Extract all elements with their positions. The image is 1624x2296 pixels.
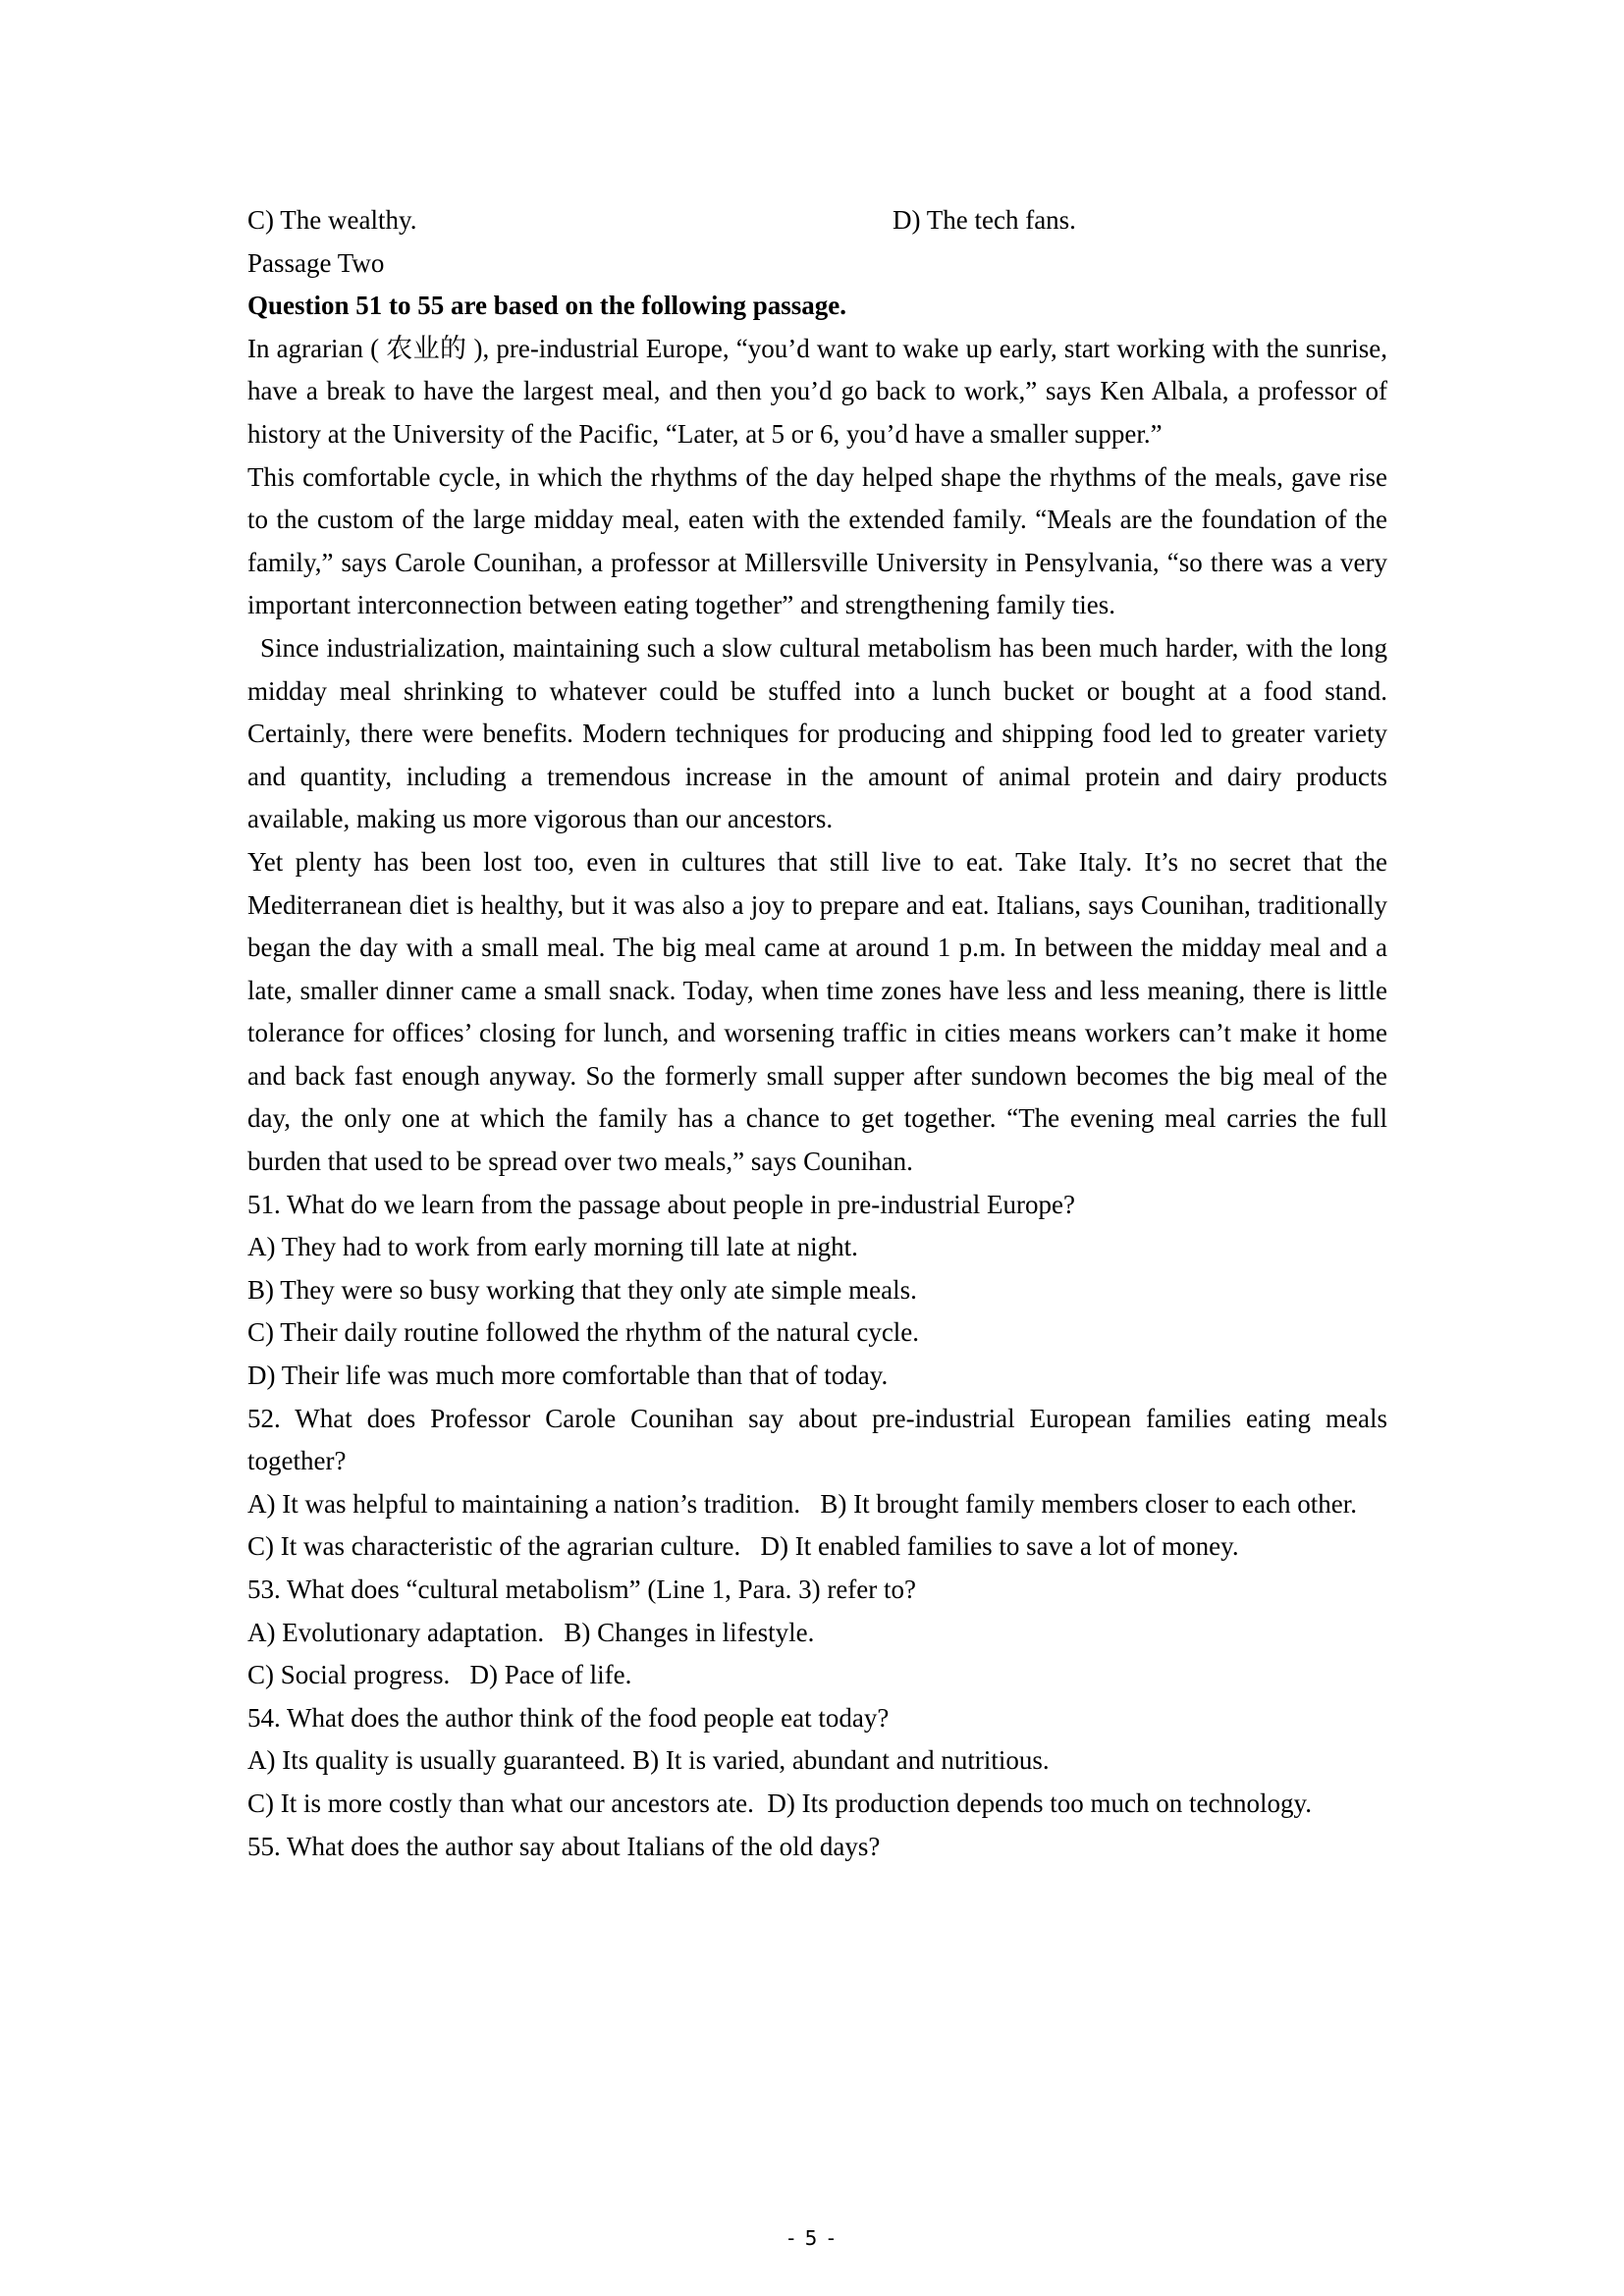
passage-paragraph-3: Since industrialization, maintaining such a slow cultural metabolism has been much harder, with the long midday meal shrinking to whatever could be stuffed into a lunch bucket or bought at a food stand. Certainly, there were benefits. Modern techniques for producing and shipping food led to greater variety and quantity, including a tremendous increase in the amount of animal protein and dairy products available, making us more vigorous than our ancestors. [247,632,1387,834]
passage-paragraph-4: Yet plenty has been lost too, even in cultures that still live to eat. Take Italy. It’s no secret that the Mediterranean diet is healthy, but it was also a joy to prepare and eat. Italians, says Counihan, traditionally began the day with a small meal. The big meal came at around 1 p.m. In between the midday meal and a late, smaller dinner came a small snack. Today, when time zones have less and less meaning, there is little tolerance for offices’ closing for lunch, and worsening traffic in cities means workers can’t make it home and back fast enough anyway. So the formerly small supper after sundown becomes the big meal of the day, the only one at which the family has a chance to get together. “The evening meal carries the full burden that used to be spread over two meals,” says Counihan. [247,846,1387,1177]
options-a-b: A) It was helpful to maintaining a nation’s tradition. B) It brought family members closer to each other. [247,1488,1357,1519]
passage-instruction: Question 51 to 55 are based on the following passage. [247,291,847,321]
option-b: B) They were so busy working that they only ate simple meals. [247,1274,917,1305]
options-c-d: C) It is more costly than what our ancestors ate. D) Its production depends too much on technology. [247,1788,1313,1818]
question-53 [247,1569,1387,1697]
page-number: - 5 - [787,2226,837,2250]
question-54 [247,1697,1387,1826]
option-d: D) Their life was much more comfortable than that of today. [247,1361,889,1391]
option-d: D) The tech fans. [893,205,1076,235]
question-stem: 52. What does Professor Carole Counihan say about pre-industrial European families eating meals together? [247,1403,1387,1476]
options-a-b: A) Its quality is usually guaranteed. B) It is varied, abundant and nutritious. [247,1745,1050,1776]
question-55 [247,1826,1387,1869]
passage-paragraph-1: In agrarian ( 农业的 ), pre-industrial Europe, “you’d want to wake up early, start working with the sunrise, have a break to have the largest meal, and then you’d go back to work,” says Ken Albala, a professor of history at the University of the Pacific, “Later, at 5 or 6, you’d have a smaller supper.” [247,333,1387,449]
document-page [247,199,1387,1868]
passage-paragraph-2: This comfortable cycle, in which the rhythms of the day helped shape the rhythms of the meals, gave rise to the custom of the large midday meal, eaten with the extended family. “Meals are the foundation of the family,” says Carole Counihan, a professor at Millersville University in Pensylvania, “so there was a very important interconnection between eating together” and strengthening family ties. [247,461,1387,620]
option-c: C) The wealthy. [247,205,417,235]
question-51 [247,1184,1387,1398]
question-stem: 51. What do we learn from the passage about people in pre-industrial Europe? [247,1189,1075,1219]
options-c-d: C) It was characteristic of the agrarian culture. D) It enabled families to save a lot of money. [247,1531,1239,1562]
options-c-d: C) Social progress. D) Pace of life. [247,1660,632,1690]
question-stem: 55. What does the author say about Italians of the old days? [247,1831,881,1861]
option-a: A) They had to work from early morning till late at night. [247,1232,858,1262]
question-stem: 53. What does “cultural metabolism” (Line 1, Para. 3) refer to? [247,1575,916,1604]
passage-heading: Passage Two [247,247,385,278]
previous-question-options [247,199,1387,242]
option-c: C) Their daily routine followed the rhythm of the natural cycle. [247,1317,920,1348]
question-stem: 54. What does the author think of the food people eat today? [247,1702,890,1733]
options-a-b: A) Evolutionary adaptation. B) Changes in lifestyle. [247,1617,815,1647]
question-52 [247,1398,1387,1569]
